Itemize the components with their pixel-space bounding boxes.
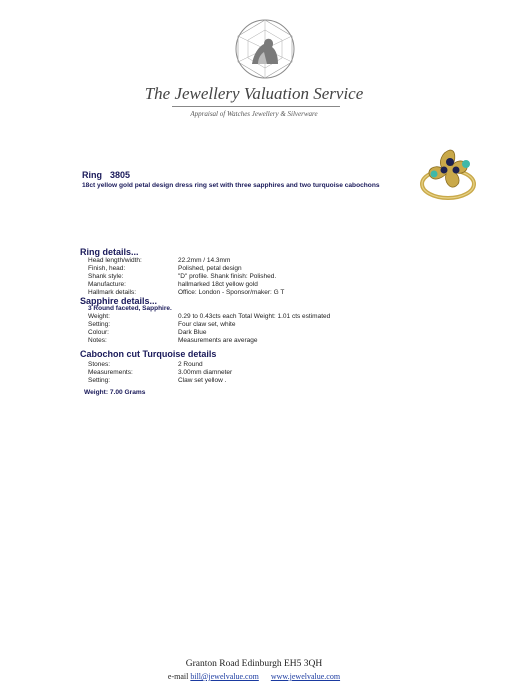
item-type: Ring [82, 170, 102, 180]
sapphire-details-heading: Sapphire details... [80, 296, 158, 306]
ring-photo [412, 140, 490, 208]
email-link[interactable]: bill@jewelvalue.com [190, 672, 259, 681]
footer-address: Granton Road Edinburgh EH5 3QH [185, 659, 323, 669]
gem-logo-icon [234, 18, 296, 80]
email-label: e-mail [167, 672, 189, 681]
turquoise-details-heading: Cabochon cut Turquoise details [80, 349, 217, 359]
website-link[interactable]: www.jewelvalue.com [270, 672, 341, 681]
footer-contact [0, 672, 508, 681]
item-description: 18ct yellow gold petal design dress ring set with three sapphires and two turquoise cabochons [82, 182, 380, 189]
brand-tagline: Appraisal of Watches Jewellery & Silverware [190, 110, 318, 118]
ring-details-heading: Ring details... [80, 247, 139, 257]
brand-divider [172, 106, 340, 107]
item-title [82, 170, 138, 180]
item-number: 3805 [110, 170, 131, 180]
item-weight: Weight: 7.00 Grams [84, 389, 146, 396]
brand-name: The Jewellery Valuation Service [144, 84, 364, 103]
sapphire-subtitle: 3 Round faceted, Sapphire. [88, 305, 172, 312]
